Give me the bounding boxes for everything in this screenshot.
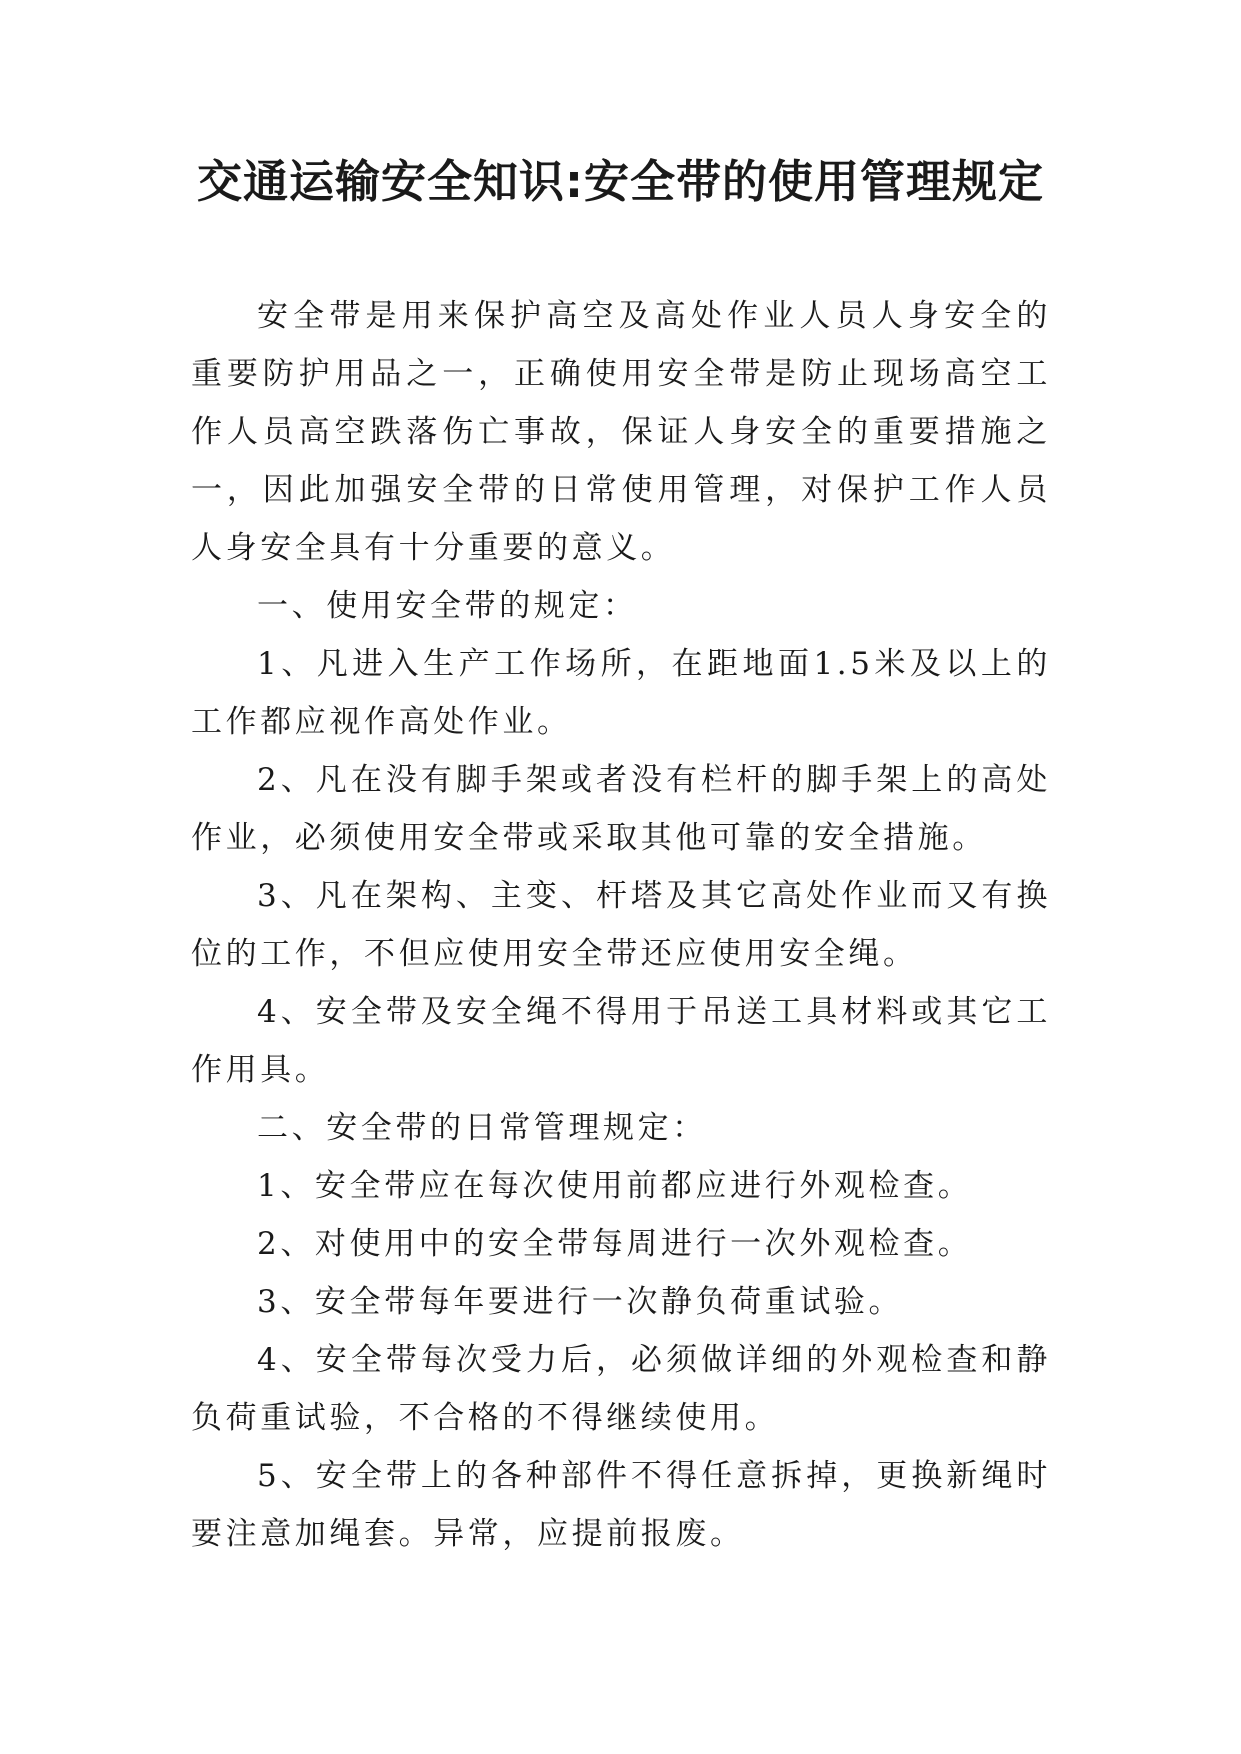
usage-rule-4: 4、安全带及安全绳不得用于吊送工具材料或其它工作用具。	[191, 994, 1051, 1088]
usage-rule-3: 3、凡在架构、主变、杆塔及其它高处作业而又有换位的工作，不但应使用安全带还应使用安全绳。	[191, 878, 1051, 972]
usage-rule-1: 1、凡进入生产工作场所，在距地面1.5米及以上的工作都应视作高处作业。	[191, 646, 1051, 740]
section-heading-usage: 一、使用安全带的规定：	[257, 588, 638, 624]
section-heading-management: 二、安全带的日常管理规定：	[257, 1110, 707, 1146]
management-rule-1: 1、安全带应在每次使用前都应进行外观检查。	[257, 1168, 973, 1204]
usage-rule-2: 2、凡在没有脚手架或者没有栏杆的脚手架上的高处作业，必须使用安全带或采取其他可靠的安全措施。	[191, 762, 1051, 856]
management-rule-4: 4、安全带每次受力后，必须做详细的外观检查和静负荷重试验，不合格的不得继续使用。	[191, 1342, 1051, 1436]
management-rule-2: 2、对使用中的安全带每周进行一次外观检查。	[257, 1226, 973, 1262]
document-body	[191, 287, 1051, 1563]
paragraph-intro: 安全带是用来保护高空及高处作业人员人身安全的重要防护用品之一，正确使用安全带是防止现场高空工作人员高空跌落伤亡事故，保证人身安全的重要措施之一，因此加强安全带的日常使用管理，对保护工作人员人身安全具有十分重要的意义。	[191, 298, 1051, 566]
management-rule-5: 5、安全带上的各种部件不得任意拆掉，更换新绳时要注意加绳套。异常，应提前报废。	[191, 1458, 1051, 1552]
document-title: 交通运输安全知识:安全带的使用管理规定	[197, 155, 1044, 208]
management-rule-3: 3、安全带每年要进行一次静负荷重试验。	[257, 1284, 904, 1320]
